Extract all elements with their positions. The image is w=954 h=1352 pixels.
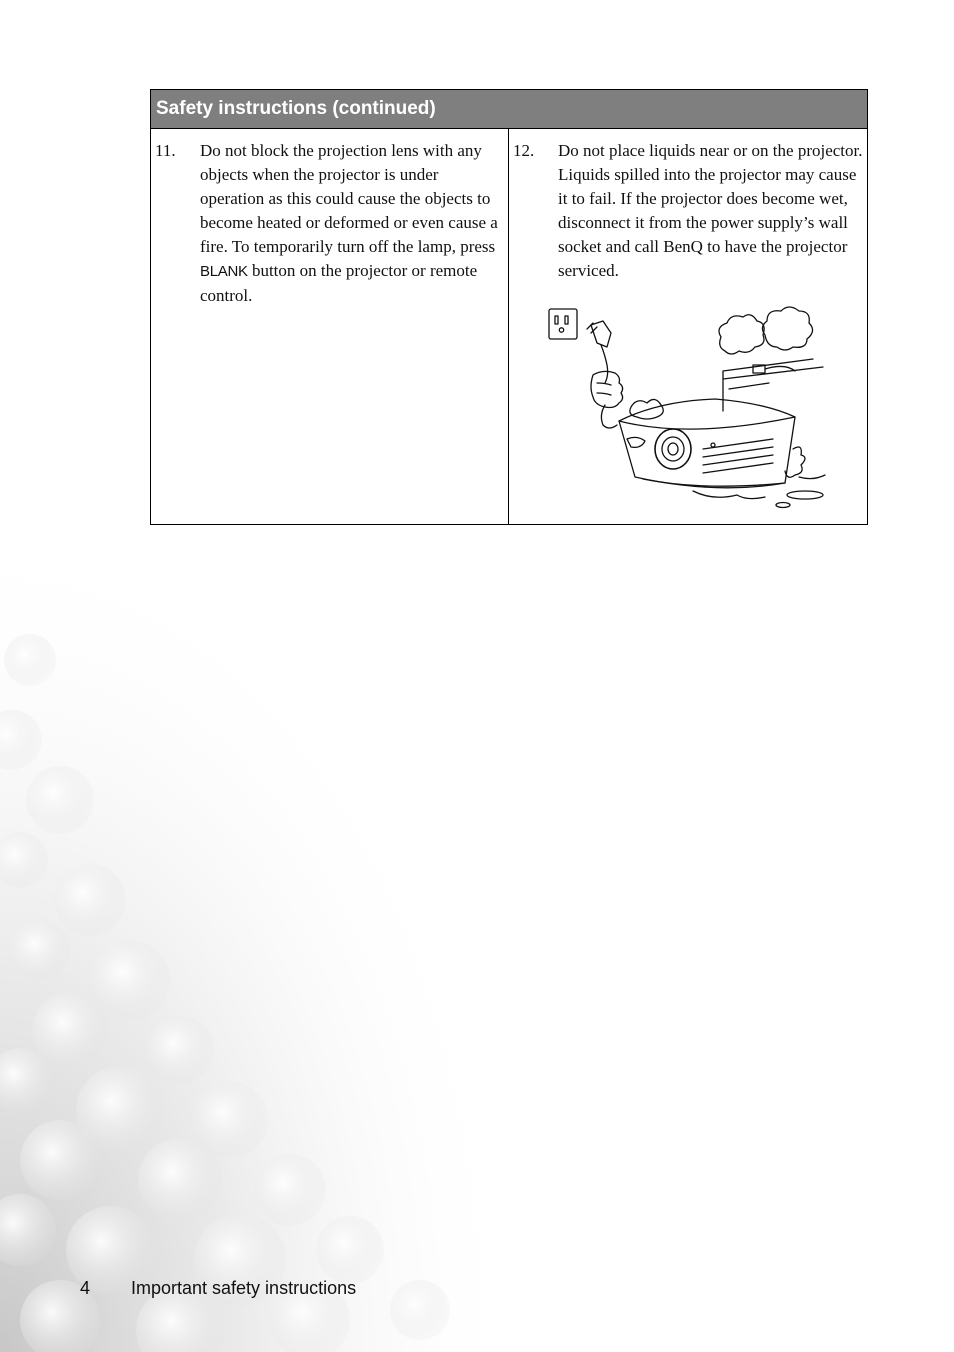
item-text: Do not place liquids near or on the projector. Liquids spilled into the projector may cause it to fail. If the projector does become wet, disconnect it from the power supply’s wall socket and call BenQ to have the projector serviced. — [558, 141, 863, 280]
footer-section-title: Important safety instructions — [131, 1278, 357, 1298]
projector-icon — [619, 399, 795, 488]
water-glass-icon — [723, 359, 823, 411]
steam-cloud-icon — [719, 307, 813, 354]
table-header: Safety instructions (continued) — [151, 90, 867, 129]
item-text — [200, 139, 505, 308]
item-number: 11. — [155, 141, 176, 160]
item-text-part: button on the projector or remote control. — [200, 261, 478, 305]
blank-keyword: BLANK — [200, 263, 248, 280]
power-plug-icon — [587, 321, 611, 383]
page-number: 4 — [80, 1278, 91, 1298]
instruction-cell-12 — [509, 129, 867, 524]
item-text-part: Do not block the projection lens with any objects when the projector is under operation as this could cause the objects to become heated or deformed or even cause a fire. To temporarily turn off the lamp, press — [200, 141, 498, 256]
item-number: 12. — [513, 141, 535, 160]
instruction-cell-11 — [151, 129, 509, 524]
safety-instructions-table — [150, 89, 868, 525]
projector-liquid-spill-illustration — [543, 299, 833, 514]
table-body — [151, 129, 867, 524]
wall-socket-icon — [549, 309, 577, 339]
